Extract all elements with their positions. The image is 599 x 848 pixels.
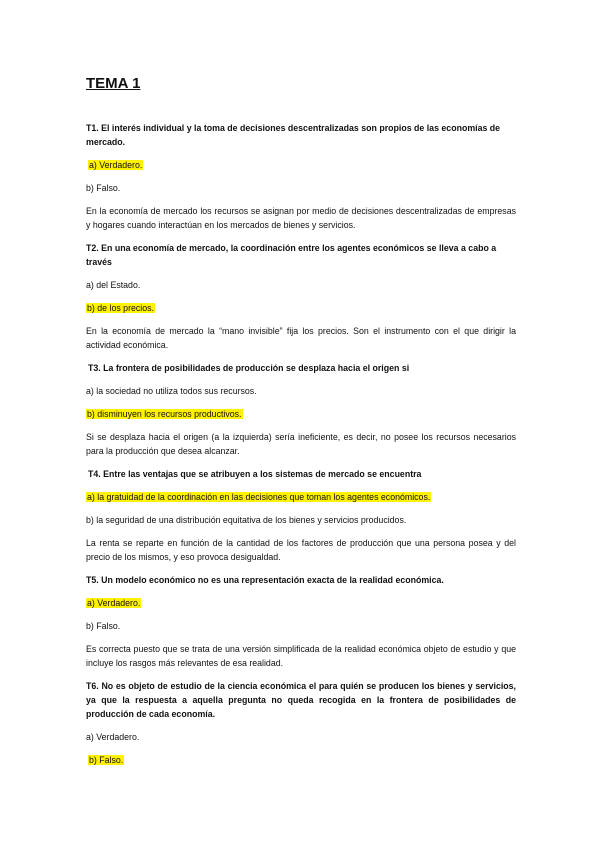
answer-highlight: a) Verdadero. (87, 598, 141, 608)
questions-list (86, 121, 516, 767)
option-t4-a (86, 490, 516, 504)
question-t1: T1. El interés individual y la toma de decisiones descentralizadas son propios de las economías de mercado. (86, 123, 501, 147)
option-t3-a: a) la sociedad no utiliza todos sus recursos. (86, 386, 257, 396)
question-t3: T3. La frontera de posibilidades de producción se desplaza hacia el origen si (88, 363, 410, 373)
option-t1-b: b) Falso. (86, 183, 121, 193)
explanation-t2: En la economía de mercado la “mano invisible” fija los precios. Son el instrumento con el que dirigir la actividad económica. (86, 326, 516, 350)
explanation-t4: La renta se reparte en función de la cantidad de los factores de producción que una persona posea y del precio de los mismos, y eso provoca desigualdad. (86, 538, 516, 562)
answer-highlight: a) la gratuidad de la coordinación en las decisiones que toman los agentes económicos. (87, 492, 431, 502)
option-t6-b (86, 753, 516, 767)
option-t1-a (86, 158, 516, 172)
question-t4: T4. Entre las ventajas que se atribuyen a los sistemas de mercado se encuentra (88, 469, 422, 479)
answer-highlight: b) Falso. (89, 755, 124, 765)
explanation-t1: En la economía de mercado los recursos se asignan por medio de decisiones descentralizadas de empresas y hogares cuando interactúan en los mercados de bienes y servicios. (86, 206, 516, 230)
option-t3-b (86, 407, 516, 421)
explanation-t3: Si se desplaza hacia el origen (a la izquierda) sería ineficiente, es decir, no posee los recursos necesarios para la producción que desea alcanzar. (86, 432, 516, 456)
question-t6: T6. No es objeto de estudio de la ciencia económica el para quién se producen los bienes y servicios, ya que la respuesta a aquella pregunta no queda recogida en la frontera de posibilidades de producción de cada economía. (86, 681, 516, 719)
option-t5-b: b) Falso. (86, 621, 121, 631)
page-title: TEMA 1 (86, 75, 141, 92)
question-t5: T5. Un modelo económico no es una representación exacta de la realidad económica. (86, 575, 444, 585)
option-t4-b: b) la seguridad de una distribución equitativa de los bienes y servicios producidos. (86, 515, 407, 525)
option-t6-a: a) Verdadero. (86, 732, 140, 742)
answer-highlight: b) de los precios. (87, 303, 154, 313)
option-t2-a: a) del Estado. (86, 280, 141, 290)
question-t2: T2. En una economía de mercado, la coordinación entre los agentes económicos se lleva a cabo a través (86, 243, 497, 267)
option-t5-a (86, 596, 516, 610)
answer-highlight: b) disminuyen los recursos productivos. (87, 409, 242, 419)
answer-highlight: a) Verdadero. (89, 160, 143, 170)
option-t2-b (86, 301, 516, 315)
explanation-t5: Es correcta puesto que se trata de una versión simplificada de la realidad económica objeto de estudio y que incluye los rasgos más relevantes de esa realidad. (86, 644, 516, 668)
